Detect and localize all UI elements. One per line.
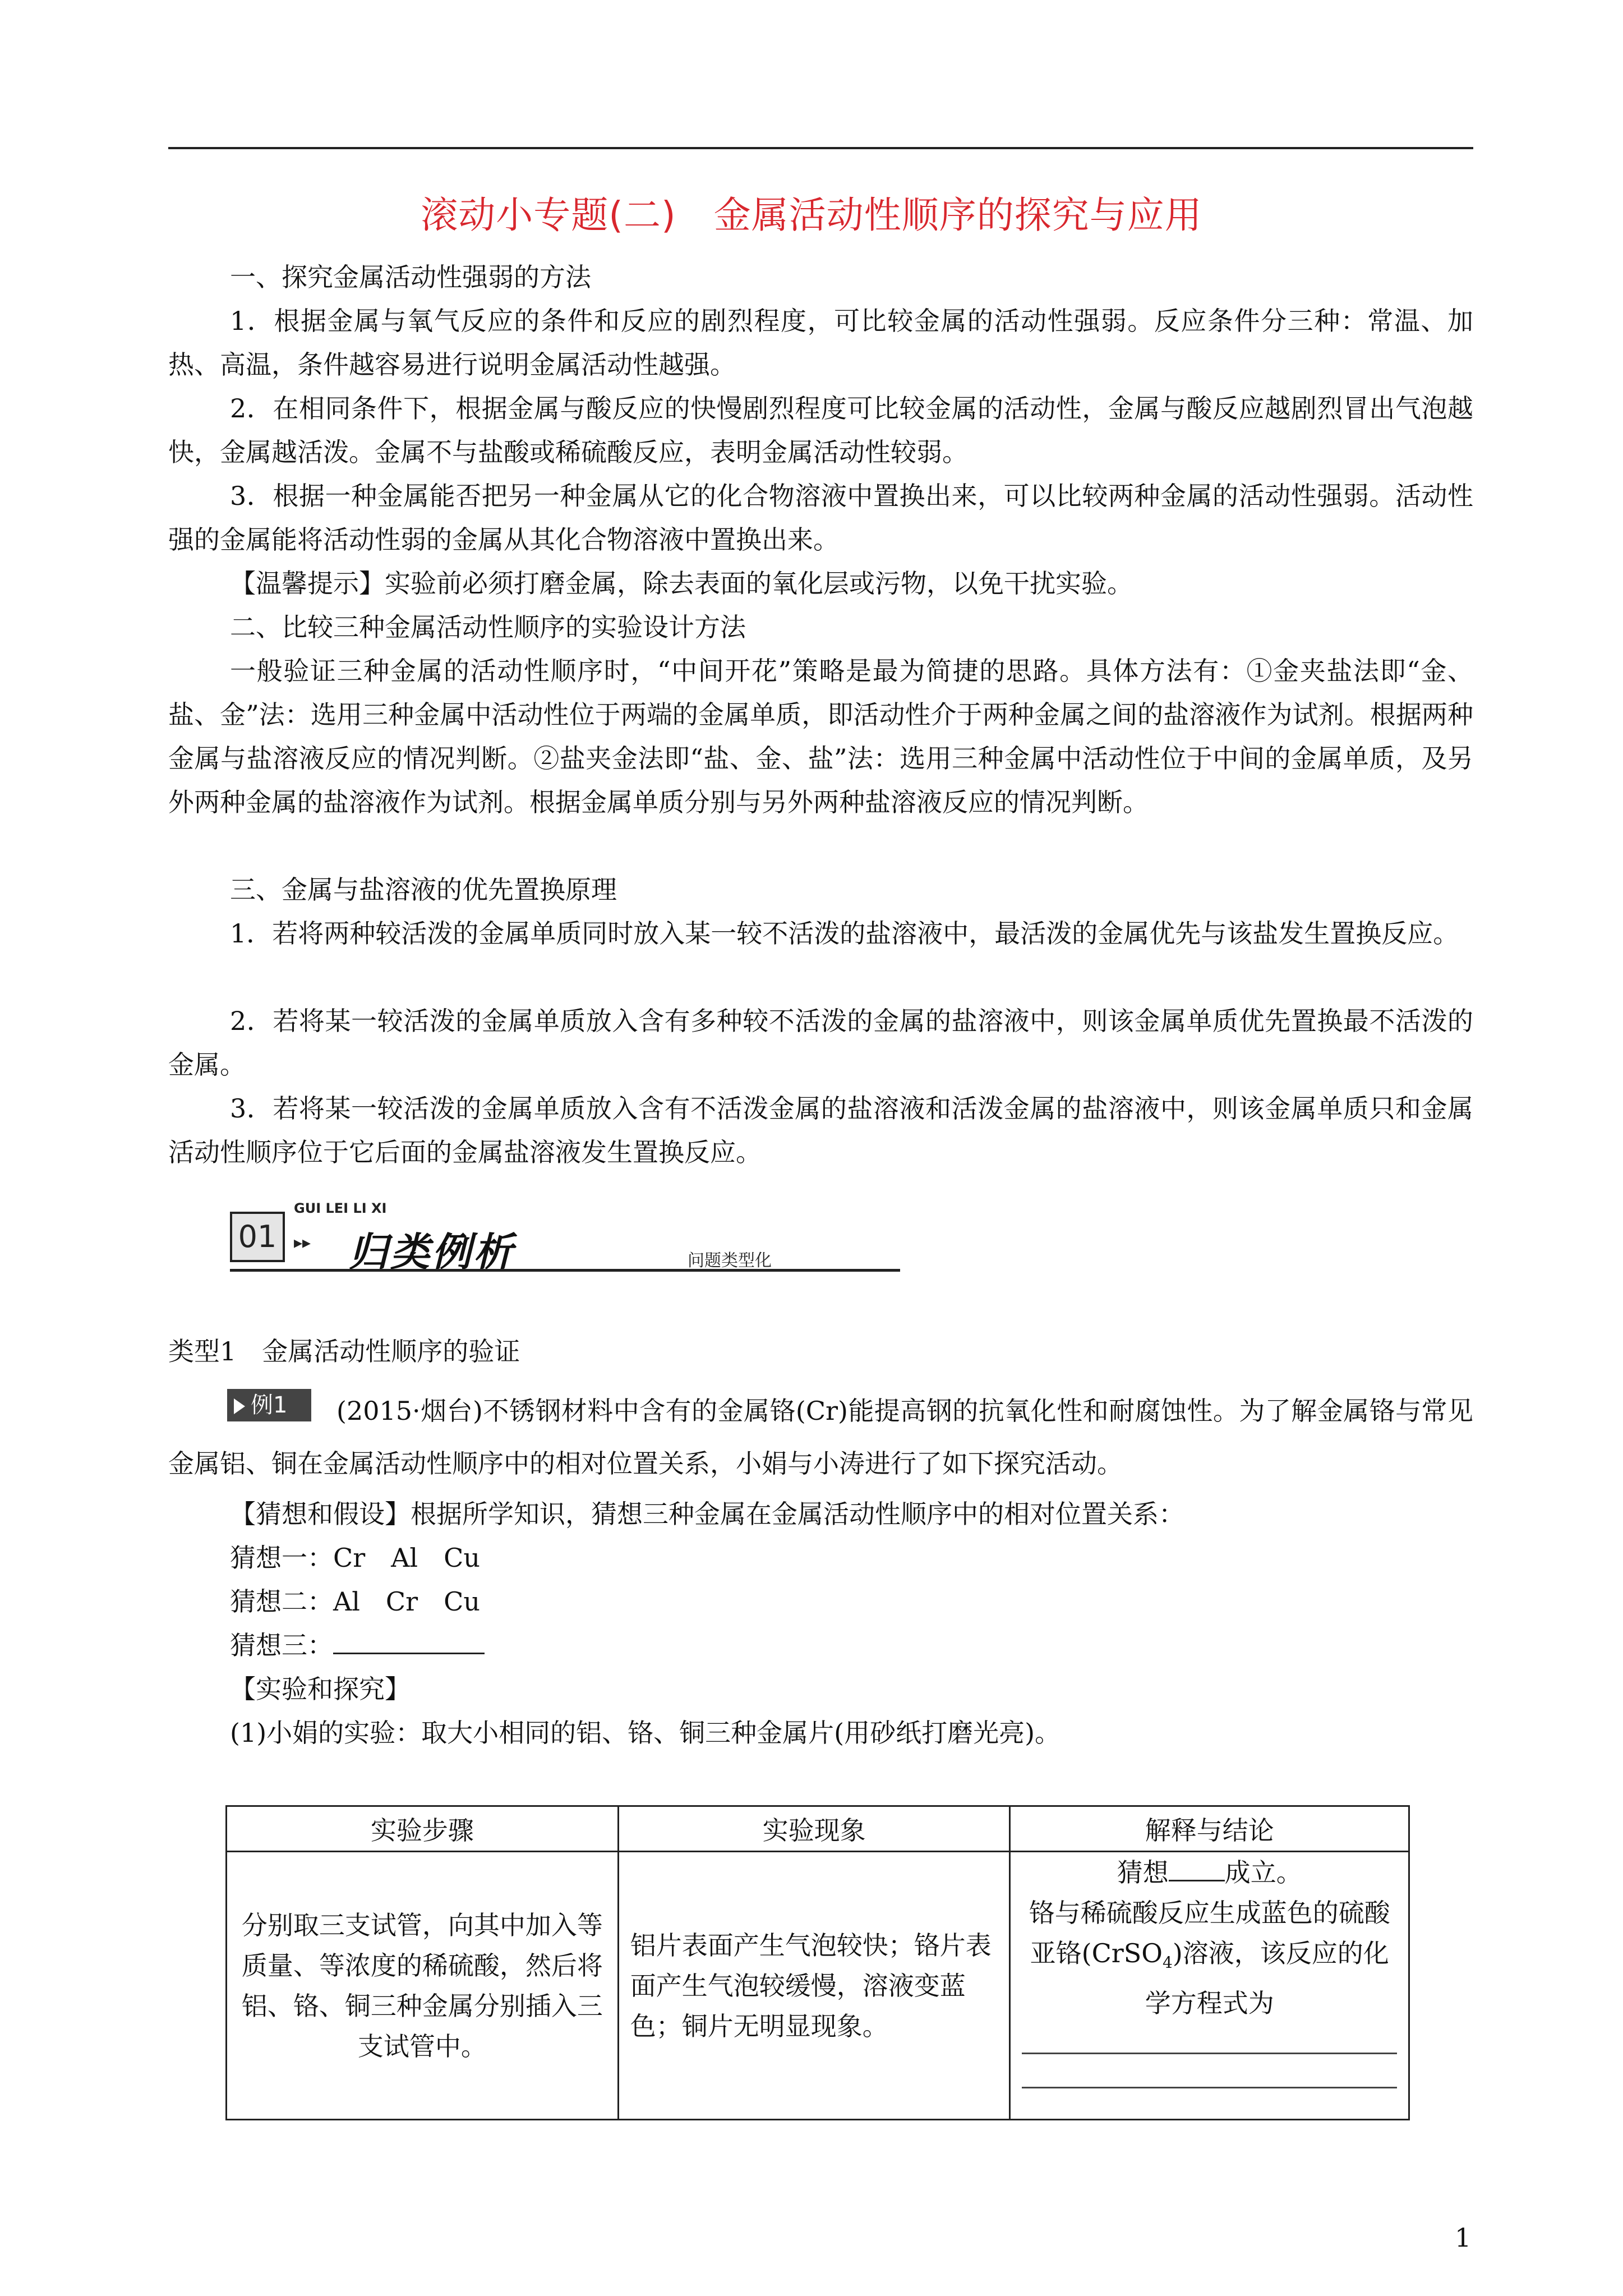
hypothesis-intro: 【猜想和假设】根据所学知识，猜想三种金属在金属活动性顺序中的相对位置关系：	[230, 1499, 1184, 1529]
section1-item3: 3．根据一种金属能否把另一种金属从它的化合物溶液中置换出来，可以比较两种金属的活动性强弱。活动性强的金属能将活动性弱的金属从其化合物溶液中置换出来。	[168, 481, 1473, 555]
banner-subtitle: 问题类型化	[688, 1251, 772, 1271]
explore-heading: 【实验和探究】	[230, 1674, 411, 1704]
section-number-box: 01	[230, 1212, 285, 1262]
section2-body: 一般验证三种金属的活动性顺序时，“中间开花”策略是最为简捷的思路。具体方法有：①金夹盐法即“金、盐、金”法：选用三种金属中活动性位于两端的金属单质，即活动性介于两种金属之间的盐溶液作为试剂。根据两种金属与盐溶液反应的情况判断。②盐夹金法即“盐、金、盐”法：选用三种金属中活动性位于中间的金属单质，及另外两种金属的盐溶液作为试剂。根据金属单质分别与另外两种盐溶液反应的情况判断。	[168, 656, 1473, 817]
guess-two: 猜想二：Al Cr Cu	[230, 1586, 480, 1617]
table-header-cell: 解释与结论	[1010, 1806, 1409, 1852]
banner-rule	[230, 1269, 900, 1272]
conclusion-text: 铬与稀硫酸反应生成蓝色的硫酸亚铬(CrSO	[1029, 1898, 1390, 1968]
example-text: (2015·烟台)不锈钢材料中含有的金属铬(Cr)能提高钢的抗氧化性和耐腐蚀性。为了解金属铬与常见金属铝、铜在金属活动性顺序中的相对位置关系，小娟与小涛进行了如下探究活动。	[168, 1396, 1473, 1479]
conclusion-text-end: )溶液，该反应的化学方程式为	[1145, 1938, 1389, 2019]
conclusion-line1	[1022, 1852, 1397, 1893]
experiment-steps-cell: 分别取三支试管，向其中加入等质量、等浓度的稀硫酸，然后将铝、铬、铜三种金属分别插入三支试管中。	[227, 1852, 619, 2120]
step-one: (1)小娟的实验：取大小相同的铝、铬、铜三种金属片(用砂纸打磨光亮)。	[230, 1718, 1061, 1748]
table-header-row	[227, 1806, 1409, 1852]
table-header-cell: 实验步骤	[227, 1806, 619, 1852]
section1-item1: 1．根据金属与氧气反应的条件和反应的剧烈程度，可比较金属的活动性强弱。反应条件分三种：常温、加热、高温，条件越容易进行说明金属活动性越强。	[168, 306, 1473, 380]
conclusion-guess-label: 猜想	[1117, 1857, 1169, 1888]
example-badge-label: 例1	[251, 1392, 288, 1418]
conclusion-subscript: 4	[1163, 1953, 1173, 1972]
experiment-table	[225, 1805, 1410, 2120]
table-header-cell: 实验现象	[618, 1806, 1010, 1852]
guess-three	[168, 1623, 1473, 1667]
guess-three-blank[interactable]	[333, 1653, 485, 1654]
conclusion-valid-label: 成立。	[1224, 1857, 1302, 1888]
section1-item2: 2．在相同条件下，根据金属与酸反应的快慢剧烈程度可比较金属的活动性，金属与酸反应越剧烈冒出气泡越快，金属越活泼。金属不与盐酸或稀硫酸反应，表明金属活动性较弱。	[168, 393, 1473, 467]
type-heading: 类型1 金属活动性顺序的验证	[168, 1336, 520, 1366]
warm-tip: 【温馨提示】实验前必须打磨金属，除去表面的氧化层或污物，以免干扰实验。	[230, 568, 1133, 599]
banner-pinyin: GUI LEI LI XI	[294, 1200, 387, 1216]
table-row	[227, 1852, 1409, 2120]
conclusion-guess-blank[interactable]	[1169, 1880, 1225, 1881]
header-rule	[168, 147, 1473, 149]
section3-heading: 三、金属与盐溶液的优先置换原理	[230, 875, 617, 905]
section3-item2: 2．若将某一较活泼的金属单质放入含有多种较不活泼的金属的盐溶液中，则该金属单质优先置换最不活泼的金属。	[168, 1006, 1473, 1080]
answer-blank-line[interactable]	[1022, 2053, 1397, 2054]
section2-heading: 二、比较三种金属活动性顺序的实验设计方法	[230, 612, 746, 642]
double-arrow-icon: ▸▸	[294, 1233, 311, 1253]
experiment-phenomena-cell: 铝片表面产生气泡较快；铬片表面产生气泡较缓慢，溶液变蓝色；铜片无明显现象。	[618, 1852, 1010, 2120]
section3-item3: 3．若将某一较活泼的金属单质放入含有不活泼金属的盐溶液和活泼金属的盐溶液中，则该金属单质只和金属活动性顺序位于它后面的金属盐溶液发生置换反应。	[168, 1093, 1473, 1167]
guess-three-label: 猜想三：	[230, 1630, 333, 1660]
conclusion-cell	[1010, 1852, 1409, 2120]
answer-blank-line[interactable]	[1022, 2087, 1397, 2088]
section1-heading: 一、探究金属活动性强弱的方法	[230, 262, 591, 292]
conclusion-line2	[1022, 1893, 1397, 2023]
page-title: 滚动小专题(二) 金属活动性顺序的探究与应用	[421, 194, 1202, 237]
guess-one: 猜想一：Cr Al Cu	[230, 1543, 480, 1573]
page-number: 1	[1455, 2223, 1472, 2253]
section3-item1: 1．若将两种较活泼的金属单质同时放入某一较不活泼的盐溶液中，最活泼的金属优先与该盐发生置换反应。	[230, 918, 1459, 949]
banner-title: 归类例析	[349, 1229, 515, 1275]
